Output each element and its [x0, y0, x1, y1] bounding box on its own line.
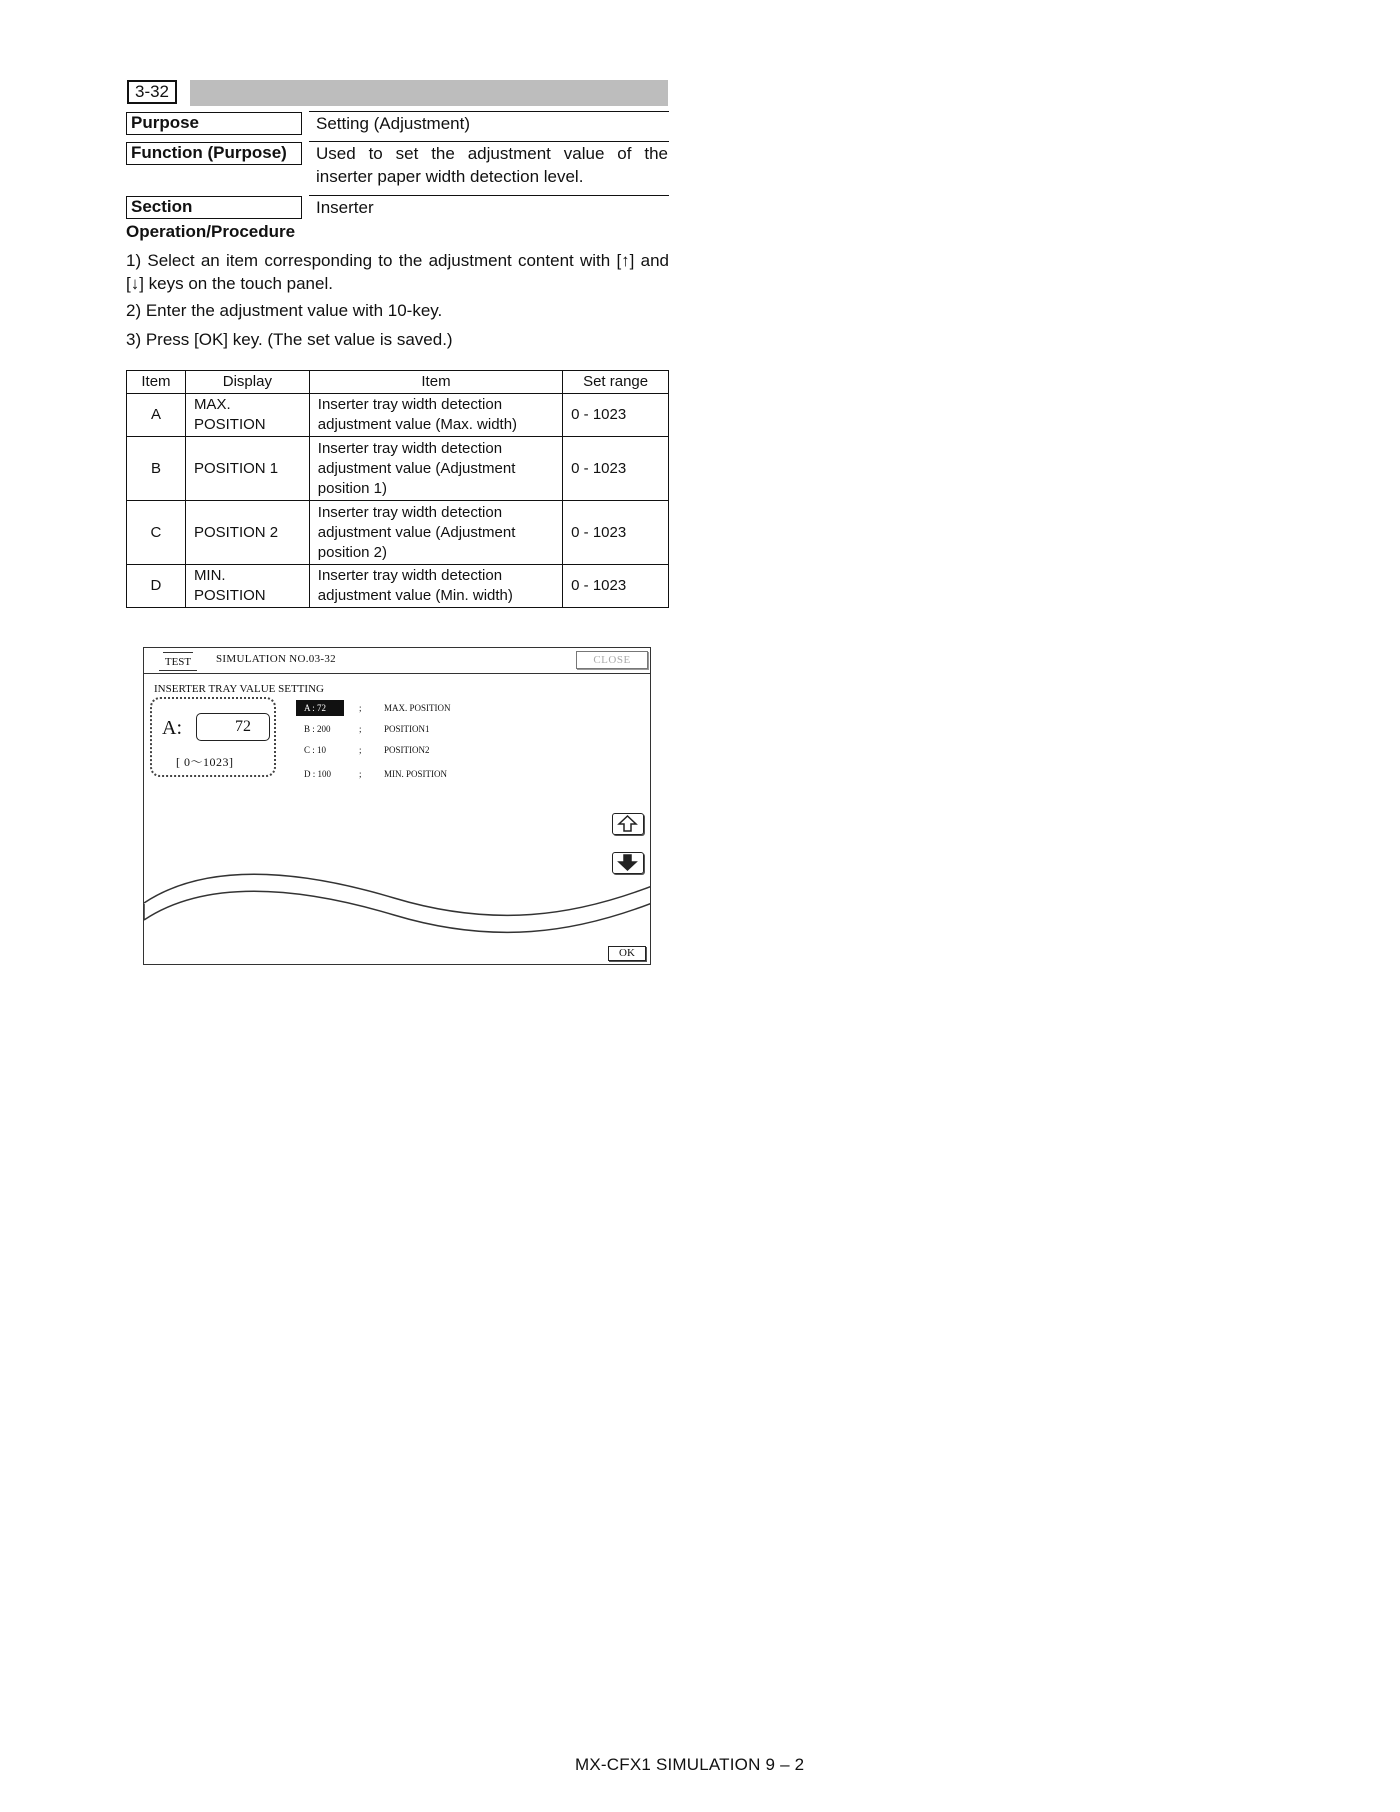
- list-item-name: MAX. POSITION: [384, 703, 451, 713]
- purpose-value: Setting (Adjustment): [316, 114, 471, 133]
- purpose-label: Purpose: [126, 112, 302, 135]
- row-display: POSITION 2: [185, 501, 309, 565]
- col-header-item: Item: [127, 371, 186, 394]
- function-label: Function (Purpose): [126, 142, 302, 165]
- list-item-name: POSITION1: [384, 724, 430, 734]
- list-item-name: MIN. POSITION: [384, 769, 447, 779]
- list-item-code: A : 72: [296, 700, 344, 716]
- row-item: C: [127, 501, 186, 565]
- row-description: Inserter tray width detection adjustment value (Adjustment position 1): [309, 437, 562, 501]
- row-description: Inserter tray width detection adjustment value (Max. width): [309, 394, 562, 437]
- screen-break-wave: [144, 648, 651, 965]
- simulation-title: SIMULATION NO.03-32: [216, 653, 336, 665]
- list-item-separator: ;: [359, 703, 362, 713]
- row-range: 0 - 1023: [563, 394, 669, 437]
- value-range: [ 0～1023]: [176, 755, 234, 769]
- list-item-code: B : 200: [304, 724, 331, 734]
- adjustment-table: [126, 370, 669, 608]
- col-header-set-range: Set range: [563, 371, 669, 394]
- list-item-separator: ;: [359, 769, 362, 779]
- row-item: D: [127, 565, 186, 608]
- step-2: 2) Enter the adjustment value with 10-key.: [126, 301, 443, 320]
- table-row: [127, 437, 669, 501]
- section-code: 3-32: [127, 80, 177, 104]
- page-footer: MX-CFX1 SIMULATION 9 – 2: [575, 1755, 805, 1774]
- setting-title: INSERTER TRAY VALUE SETTING: [154, 683, 324, 695]
- table-row: [127, 565, 669, 608]
- table-row: [127, 501, 669, 565]
- row-range: 0 - 1023: [563, 437, 669, 501]
- row-display: POSITION 1: [185, 437, 309, 501]
- test-tab[interactable]: TEST: [159, 650, 197, 671]
- step-3: 3) Press [OK] key. (The set value is saved.): [126, 330, 453, 349]
- row-description: Inserter tray width detection adjustment value (Min. width): [309, 565, 562, 608]
- simulation-screen: [143, 647, 651, 965]
- value-input[interactable]: 72: [196, 713, 270, 741]
- list-item-code: D : 100: [304, 769, 331, 779]
- row-description: Inserter tray width detection adjustment value (Adjustment position 2): [309, 501, 562, 565]
- section-label: Section: [126, 196, 302, 219]
- operation-heading: Operation/Procedure: [126, 222, 296, 241]
- ok-button[interactable]: OK: [608, 946, 646, 961]
- step-1: 1) Select an item corresponding to the adjustment content with [↑] and [↓] keys on the touch panel.: [126, 251, 669, 293]
- close-button[interactable]: CLOSE: [576, 651, 648, 669]
- current-item-label: A:: [162, 717, 182, 739]
- row-item: B: [127, 437, 186, 501]
- row-display: MIN. POSITION: [185, 565, 309, 608]
- row-display: MAX. POSITION: [185, 394, 309, 437]
- section-value: Inserter: [316, 198, 374, 217]
- list-item-separator: ;: [359, 724, 362, 734]
- row-range: 0 - 1023: [563, 565, 669, 608]
- function-value: Used to set the adjustment value of the inserter paper width detection level.: [316, 144, 668, 186]
- list-item-code: C : 10: [304, 745, 327, 755]
- list-item-name: POSITION2: [384, 745, 430, 755]
- col-header-display: Display: [185, 371, 309, 394]
- header-bar: [190, 80, 668, 106]
- table-header-row: [127, 371, 669, 394]
- list-item-separator: ;: [359, 745, 362, 755]
- col-header-description: Item: [309, 371, 562, 394]
- table-row: [127, 394, 669, 437]
- row-item: A: [127, 394, 186, 437]
- row-range: 0 - 1023: [563, 501, 669, 565]
